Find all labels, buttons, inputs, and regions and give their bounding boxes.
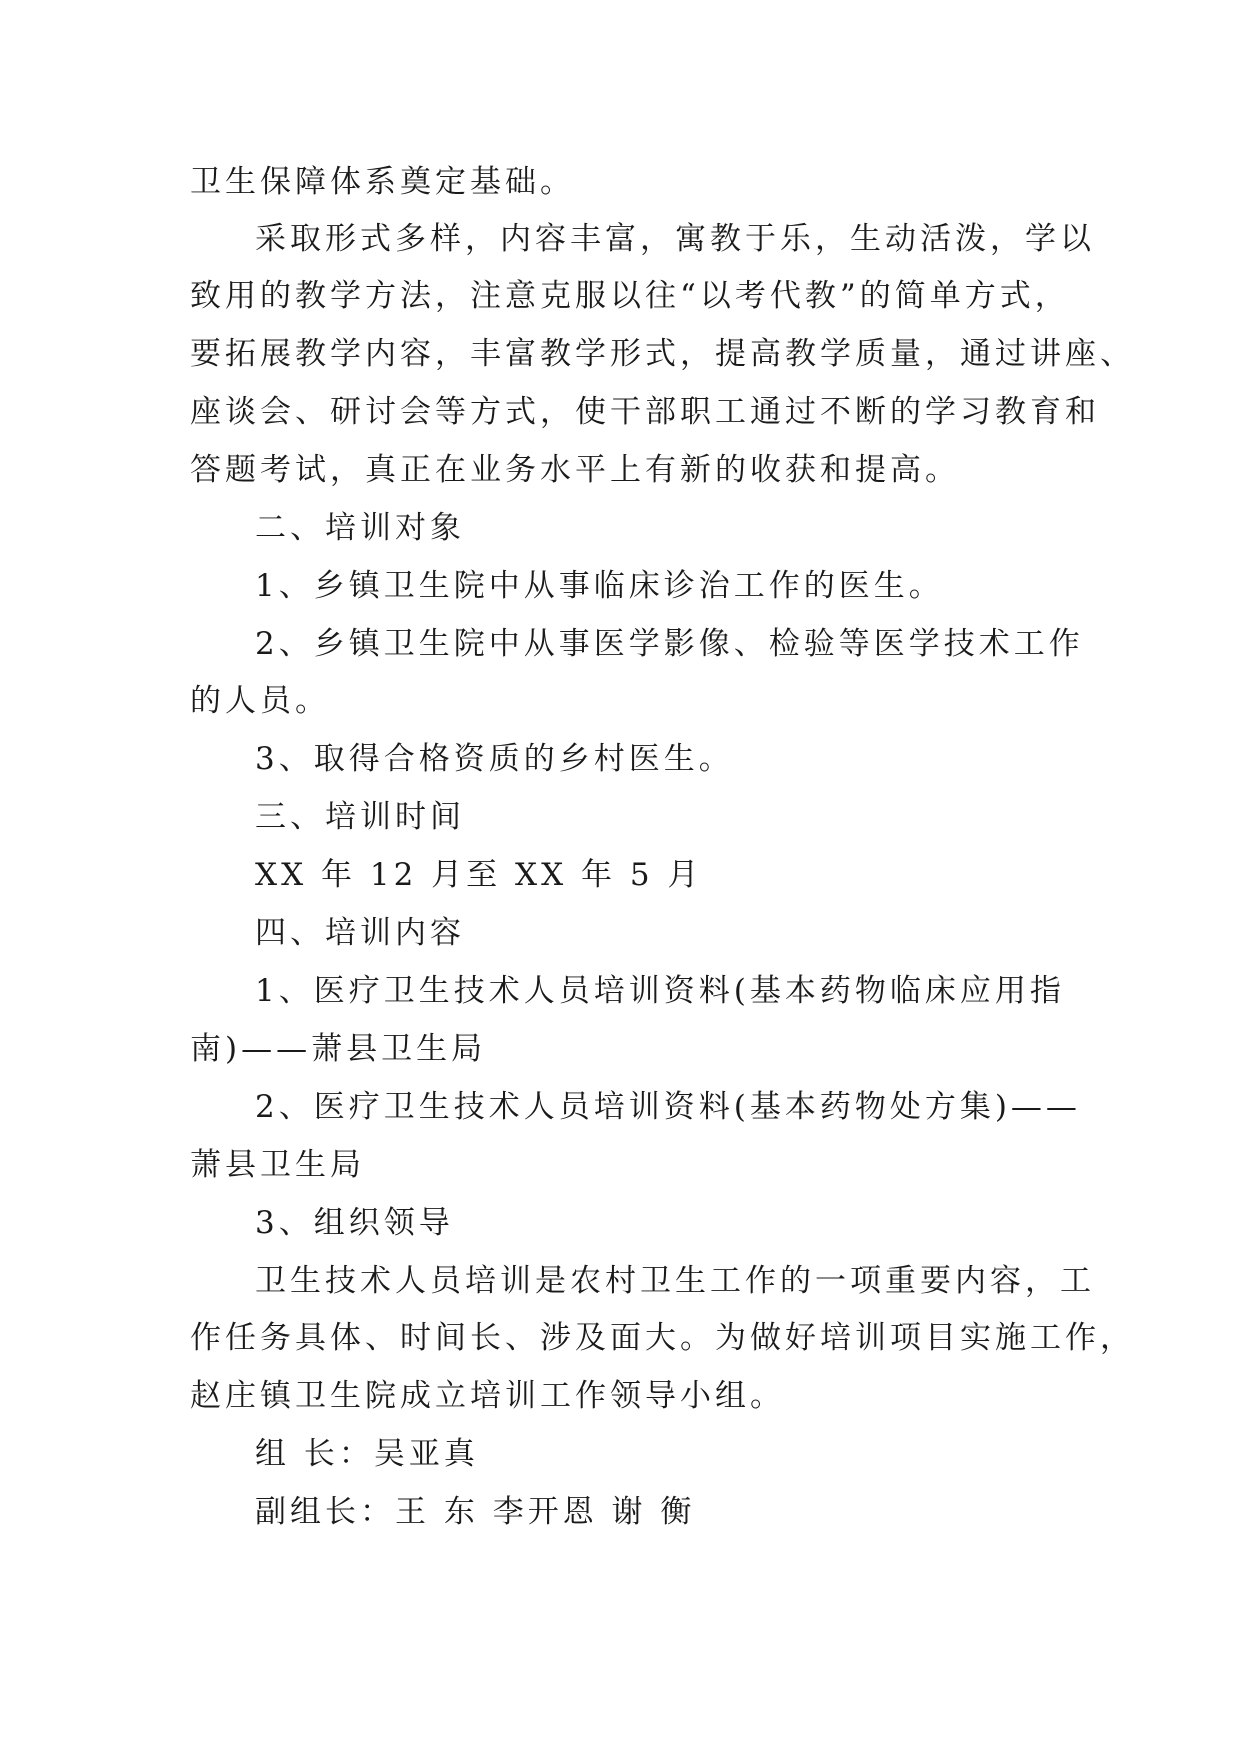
list-item: 1、乡镇卫生院中从事临床诊治工作的医生。 [255,568,944,604]
section-heading: 三、培训时间 [255,799,465,835]
text-line: 赵庄镇卫生院成立培训工作领导小组。 [190,1378,785,1414]
text-line: 副组长：王 东 李开恩 谢 衡 [255,1494,696,1530]
text-line: XX 年 12 月至 XX 年 5 月 [255,857,703,893]
text-line: 萧县卫生局 [190,1147,365,1183]
section-heading: 四、培训内容 [255,915,465,951]
section-heading: 二、培训对象 [255,510,465,546]
text-line: 卫生技术人员培训是农村卫生工作的一项重要内容，工 [255,1263,1095,1299]
list-item: 3、组织领导 [255,1205,454,1241]
text-line: 要拓展教学内容，丰富教学形式，提高教学质量，通过讲座、 [190,336,1135,372]
text-line: 答题考试，真正在业务水平上有新的收获和提高。 [190,452,960,488]
text-line: 采取形式多样，内容丰富，寓教于乐，生动活泼，学以 [255,221,1095,257]
text-line: 作任务具体、时间长、涉及面大。为做好培训项目实施工作， [190,1320,1135,1356]
list-item: 2、医疗卫生技术人员培训资料(基本药物处方集)—— [255,1089,1081,1125]
text-line: 组 长：吴亚真 [255,1436,479,1472]
text-line: 的人员。 [190,683,330,719]
list-item: 3、取得合格资质的乡村医生。 [255,741,734,777]
list-item: 1、医疗卫生技术人员培训资料(基本药物临床应用指 [255,973,1065,1009]
text-line: 致用的教学方法，注意克服以往“以考代教”的简单方式， [190,278,1070,314]
text-line: 南)——萧县卫生局 [190,1031,487,1067]
text-line: 卫生保障体系奠定基础。 [190,164,575,200]
text-line: 座谈会、研讨会等方式，使干部职工通过不断的学习教育和 [190,394,1100,430]
list-item: 2、乡镇卫生院中从事医学影像、检验等医学技术工作 [255,626,1084,662]
